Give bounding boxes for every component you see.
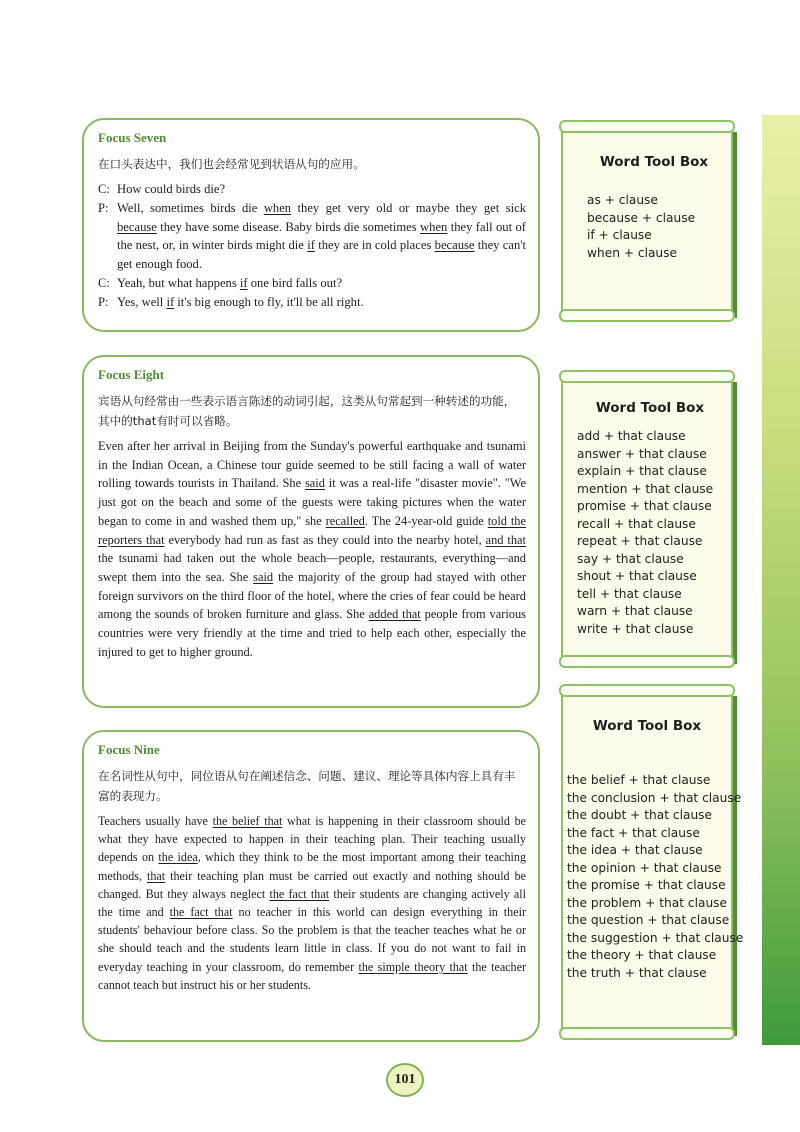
focus-nine-box <box>82 730 540 1042</box>
tool-item: add + that clause <box>577 429 686 443</box>
underlined-phrase: that <box>147 868 166 883</box>
word-tool-box-title: Word Tool Box <box>599 154 709 170</box>
underlined-phrase: and that <box>485 532 526 547</box>
tool-item: the problem + that clause <box>567 895 728 910</box>
underlined-phrase: said <box>253 569 274 584</box>
underlined-phrase: told the reporters that <box>98 513 526 547</box>
word-tool-box-1 <box>561 128 733 314</box>
tool-item: mention + that clause <box>577 481 714 496</box>
page-number: 101 <box>386 1063 424 1097</box>
tool-item: tell + that clause <box>577 586 682 601</box>
underlined-conjunction: because <box>117 219 157 234</box>
word-tool-box-2 <box>561 378 733 660</box>
tool-item: the conclusion + that clause <box>567 790 742 805</box>
focus-eight-title: Focus Eight <box>98 367 165 382</box>
tool-item: the question + that clause <box>567 913 730 927</box>
underlined-phrase: the fact that <box>269 886 330 901</box>
dialog-text: Yeah, but what happens if one bird falls out? <box>117 275 343 290</box>
underlined-conjunction: if <box>239 275 248 290</box>
focus-nine-note: 在名词性从句中，同位语从句在阐述信念、问题、建议、理论等具体内容上具有丰富的表现力。 <box>98 769 516 803</box>
dialog-text: How could birds die? <box>117 182 226 196</box>
focus-eight-paragraph: Even after her arrival in Beijing from the Sunday's powerful earthquake and tsunami in the Indian Ocean, a Chinese tour guide seemed to be still facing a wall of water rolling towards tourists in Thailand. She said it was a real-life "disaster movie". "We just got on the beach and some of the guests were taking pictures when the water began to come in and washed them up," she recalled. The 24-year-old guide told the reporters that everybody had run as fast as they could into the nearby hotel, and that the tsunami had taken out the whole beach—people, restaurants, everything—and swept them into the sea. She said the majority of the group had stayed with other foreign survivors on the third floor of the hotel, where the cries of fear could be heard among the sounds of broken furniture and glass. She added that people from various countries were very friendly at the time and tried to help each other, especially the injured to get to higher ground. <box>98 439 526 659</box>
focus-seven-dialog <box>98 180 526 312</box>
underlined-phrase: said <box>304 476 325 491</box>
focus-nine-title: Focus Nine <box>98 742 160 757</box>
tool-item: as + clause <box>587 193 658 207</box>
word-tool-box-title: Word Tool Box <box>595 400 705 416</box>
tool-item: the suggestion + that clause <box>567 930 744 945</box>
tool-item: the opinion + that clause <box>567 860 722 875</box>
tool-item: if + clause <box>587 228 652 242</box>
dialog-line <box>98 199 526 274</box>
word-tool-box-title: Word Tool Box <box>592 718 702 734</box>
focus-seven-title: Focus Seven <box>98 130 167 145</box>
underlined-conjunction: because <box>434 238 475 253</box>
tool-item: the fact + that clause <box>567 825 700 840</box>
dialog-line <box>98 274 526 293</box>
focus-seven-note: 在口头表达中，我们也会经常见到状语从句的应用。 <box>98 157 365 171</box>
underlined-phrase: the belief that <box>212 814 283 828</box>
speaker-label: C: <box>98 182 110 196</box>
dialog-line <box>98 180 526 199</box>
underlined-conjunction: when <box>263 200 292 215</box>
tool-item: recall + that clause <box>577 516 696 531</box>
dialog-text: Yes, well if it's big enough to fly, it'll be all right. <box>117 294 364 309</box>
tool-item: say + that clause <box>577 551 684 566</box>
speaker-label: C: <box>98 275 110 290</box>
tool-item: the belief + that clause <box>567 773 711 787</box>
tool-item: repeat + that clause <box>577 534 703 548</box>
speaker-label: P: <box>98 200 109 215</box>
speaker-label: P: <box>98 294 109 309</box>
tool-item: because + clause <box>587 210 696 225</box>
underlined-phrase: the simple theory that <box>358 959 468 974</box>
focus-nine-paragraph: Teachers usually have the belief that what is happening in their classroom should be what they have expected to happen in their teaching plan. Their teaching usually depends on the idea, which they think to be the most important among their teaching methods, that their teaching plan must be carried out exactly and nothing should be changed. But they always neglect the fact that their students are changing actively all the time and the fact that no teacher in this world can design everything in their students' behaviour before class. So the problem is that the teacher teaches what he or she should teach and the students learn little in class. If you do not want to fail in everyday teaching in your classroom, do remember the simple theory that the teacher cannot teach but instruct his or her students. <box>98 814 527 992</box>
tool-item: explain + that clause <box>577 464 707 478</box>
tool-item: promise + that clause <box>577 499 712 513</box>
tool-item: when + clause <box>587 245 678 260</box>
tool-item: the theory + that clause <box>567 948 717 962</box>
focus-eight-box <box>82 355 540 708</box>
word-tool-box-3 <box>561 692 744 1032</box>
underlined-phrase: recalled <box>325 513 365 528</box>
underlined-phrase: the fact that <box>169 905 233 920</box>
side-color-strip <box>762 115 800 1045</box>
tool-item: shout + that clause <box>577 569 697 583</box>
tool-item: the idea + that clause <box>567 843 703 857</box>
underlined-phrase: the idea <box>158 850 198 865</box>
tool-item: the promise + that clause <box>567 878 726 892</box>
tool-item: the truth + that clause <box>567 965 707 980</box>
underlined-conjunction: when <box>420 219 448 234</box>
dialog-text: Well, sometimes birds die when they get very old or maybe they get sick because they have some disease. Baby birds die sometimes when they fall out of the nest, or, in winter birds might die if they are in cold places because they can't get enough food. <box>117 200 527 272</box>
tool-item: write + that clause <box>577 621 694 636</box>
underlined-conjunction: if <box>166 294 175 309</box>
dialog-line <box>98 293 526 312</box>
underlined-phrase: added that <box>368 607 421 622</box>
tool-item: warn + that clause <box>577 604 693 618</box>
tool-item: answer + that clause <box>577 446 707 461</box>
focus-eight-note: 宾语从句经常由一些表示语言陈述的动词引起，这类从句常起到一种转述的功能，其中的that有时可以省略。 <box>98 394 516 428</box>
tool-item: the doubt + that clause <box>567 808 713 822</box>
underlined-conjunction: if <box>307 238 315 253</box>
focus-seven-box <box>82 118 540 332</box>
